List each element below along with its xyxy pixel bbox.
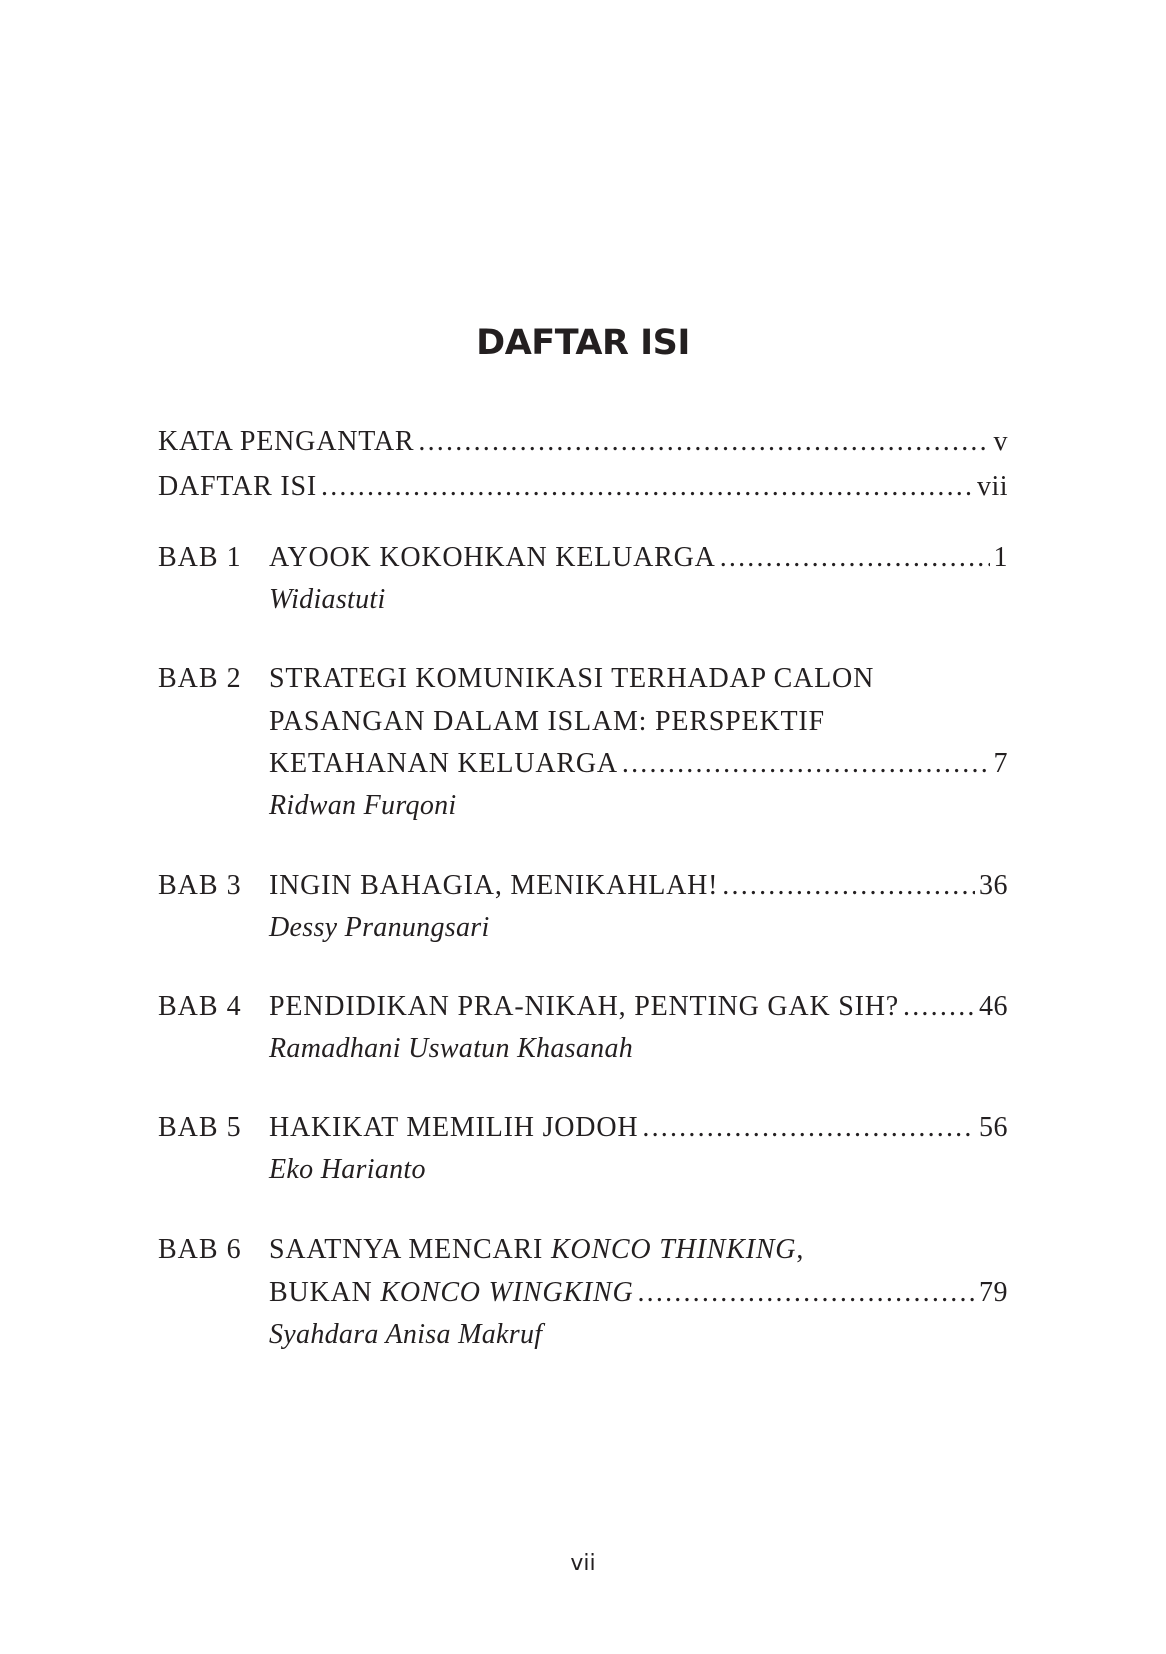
dot-leader [642, 1110, 975, 1146]
chapter-page: 36 [979, 870, 1008, 901]
toc-entry-bab-2[interactable] [269, 746, 1008, 782]
chapter-title: BUKAN KONCO WINGKING [269, 1277, 634, 1308]
chapter-label-bab-4: BAB 4 [158, 991, 242, 1022]
toc-entry-daftar-isi[interactable] [158, 469, 1008, 505]
chapter-page: 56 [979, 1112, 1008, 1143]
dot-leader [418, 424, 989, 460]
dot-leader [622, 746, 990, 782]
toc-entry-bab-4[interactable] [269, 989, 1008, 1025]
chapter-title: AYOOK KOKOHKAN KELUARGA [269, 542, 716, 573]
toc-entry-page: vii [976, 471, 1008, 502]
chapter-title: PENDIDIKAN PRA-NIKAH, PENTING GAK SIH? [269, 991, 900, 1022]
toc-entry-kata-pengantar[interactable] [158, 424, 1008, 460]
chapter-author: Dessy Pranungsari [269, 912, 490, 943]
chapter-title-line: STRATEGI KOMUNIKASI TERHADAP CALON [269, 663, 875, 694]
dot-leader [903, 989, 975, 1025]
chapter-title: HAKIKAT MEMILIH JODOH [269, 1112, 639, 1143]
dot-leader [722, 868, 975, 904]
chapter-page: 79 [979, 1277, 1008, 1308]
chapter-author: Ridwan Furqoni [269, 790, 457, 821]
chapter-author: Eko Harianto [269, 1154, 426, 1185]
page-number: vii [570, 1551, 596, 1576]
chapter-page: 46 [979, 991, 1008, 1022]
toc-entry-title: KATA PENGANTAR [158, 426, 415, 457]
chapter-title-line: SAATNYA MENCARI KONCO THINKING, [269, 1234, 805, 1265]
toc-entry-bab-3[interactable] [269, 868, 1008, 904]
page-title: DAFTAR ISI [476, 323, 690, 363]
chapter-label-bab-3: BAB 3 [158, 870, 242, 901]
chapter-author: Syahdara Anisa Makruf [269, 1319, 543, 1350]
toc-entry-bab-5[interactable] [269, 1110, 1008, 1146]
chapter-page: 1 [993, 542, 1008, 573]
dot-leader [321, 469, 973, 505]
chapter-title: KETAHANAN KELUARGA [269, 748, 618, 779]
chapter-author: Ramadhani Uswatun Khasanah [269, 1033, 634, 1064]
dot-leader [637, 1275, 975, 1311]
dot-leader [720, 540, 990, 576]
toc-entry-page: v [993, 426, 1008, 457]
chapter-title: INGIN BAHAGIA, MENIKAHLAH! [269, 870, 719, 901]
chapter-label-bab-5: BAB 5 [158, 1112, 242, 1143]
toc-entry-bab-6[interactable] [269, 1275, 1008, 1311]
toc-entry-title: DAFTAR ISI [158, 471, 317, 502]
chapter-author: Widiastuti [269, 584, 386, 615]
chapter-label-bab-1: BAB 1 [158, 542, 242, 573]
chapter-label-bab-2: BAB 2 [158, 663, 242, 694]
chapter-page: 7 [993, 748, 1008, 779]
chapter-title-line: PASANGAN DALAM ISLAM: PERSPEKTIF [269, 706, 825, 737]
chapter-label-bab-6: BAB 6 [158, 1234, 242, 1265]
toc-entry-bab-1[interactable] [269, 540, 1008, 576]
